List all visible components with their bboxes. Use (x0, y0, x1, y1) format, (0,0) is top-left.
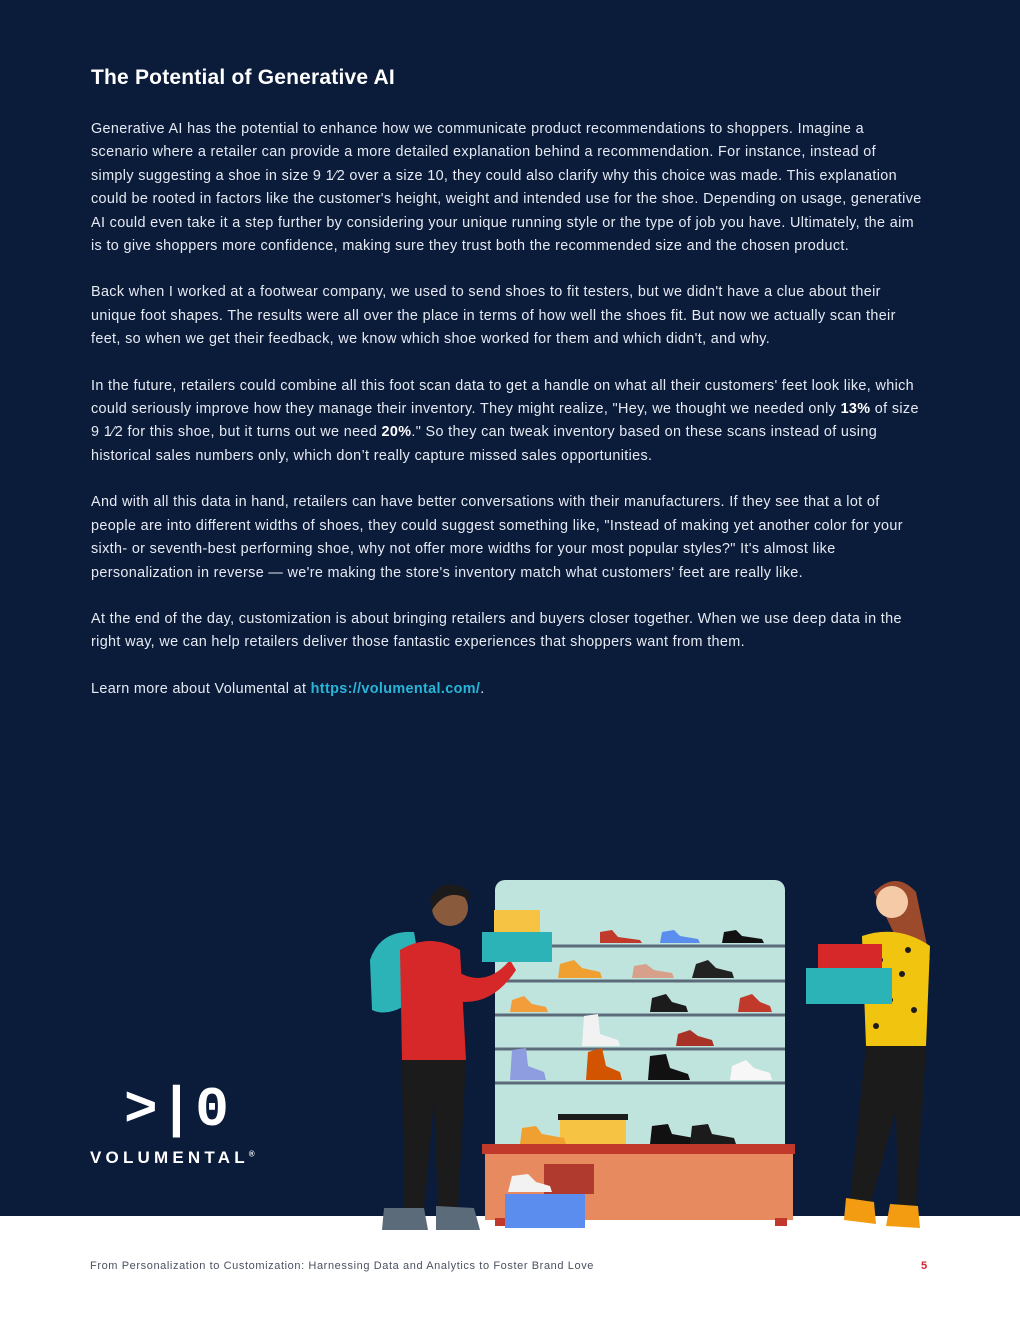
stat-13-percent: 13% (840, 401, 871, 418)
article-body (91, 118, 923, 724)
page-number: 5 (921, 1260, 928, 1272)
shoebox-blue (505, 1194, 585, 1228)
box-held-top (494, 910, 540, 932)
box-held-teal (806, 968, 892, 1004)
logo-mark: >|0 (124, 1078, 231, 1142)
stat-20-percent: 20% (381, 424, 412, 441)
box-held (482, 932, 552, 962)
shopper-right (806, 881, 930, 1228)
box-held-red (818, 944, 882, 968)
paragraph-manufacturers: And with all this data in hand, retailers can have better conversations with their manufacturers. If they see that a lot of people are into different widths of shoes, they could suggest something like, "Instead of making yet another color for your sixth- or seventh-best performing shoe, why not offer more widths for your most popular styles?" It's almost like personalization in reverse — we're making the store's inventory match what customers' feet are really like. (91, 494, 903, 581)
page-title: The Potential of Generative AI (91, 66, 395, 89)
volumental-logo (90, 1078, 280, 1172)
shoe-left (844, 1198, 876, 1224)
legs (402, 1060, 466, 1210)
shoebox-yellow-lid (558, 1114, 628, 1120)
logo-wordmark (90, 1148, 255, 1168)
shoe-right (436, 1206, 480, 1230)
learn-more-suffix: . (480, 680, 485, 697)
volumental-link[interactable]: https://volumental.com/ (310, 680, 481, 697)
shoe-right (886, 1204, 920, 1228)
paragraph-inventory-part-3: ." So they can tweak inventory based on these scans instead of using historical sales numbers only, which don’t really capture missed sales opportunities. (91, 424, 878, 464)
paragraph-generative-ai: Generative AI has the potential to enhance how we communicate product recommendations to shoppers. Imagine a scenario where a retailer can provide a more detailed explanation behind a recommendation. For instance, instead of simply suggesting a shoe in size 9 1⁄2 over a size 10, they could also clarify why this choice was made. This explanation could be rooted in factors like the customer's height, weight and intended use for the shoe. Depending on usage, generative AI could even take it a step further by considering your unique running style or the type of job you have. Ultimately, the aim is to give shoppers more confidence, making sure they trust both the recommended size and the chosen product. (91, 121, 922, 255)
legs (850, 1046, 926, 1206)
paragraph-inventory-part-2: of size 9 1⁄2 for this shoe, but it turns out we need (91, 401, 919, 441)
paragraph-learn-more (91, 678, 923, 701)
shoebox-red (544, 1164, 594, 1194)
paragraph-fit-testers: Back when I worked at a footwear company, we used to send shoes to fit testers, but we didn't have a clue about their unique foot shapes. The results were all over the place in terms of how well the shoes fit. But now we actually scan their feet, so when we get their feedback, we know which shoe worked for them and which didn't, and why. (91, 284, 896, 348)
paragraph-inventory (91, 375, 923, 469)
head (876, 886, 908, 918)
shoebox-yellow (560, 1118, 626, 1144)
counter-top (482, 1144, 795, 1154)
footer-document-title: From Personalization to Customization: Harnessing Data and Analytics to Foster Brand Love (90, 1260, 595, 1272)
paragraph-customization: At the end of the day, customization is about bringing retailers and buyers closer together. When we use deep data in the right way, we can help retailers deliver those fantastic experiences that shoppers want from them. (91, 610, 902, 651)
shoe-store-illustration (350, 870, 970, 1240)
learn-more-prefix: Learn more about Volumental at (91, 680, 311, 697)
logo-wordmark-text: VOLUMENTAL (90, 1148, 249, 1167)
counter-leg (775, 1218, 787, 1226)
paragraph-inventory-part-1: In the future, retailers could combine all this foot scan data to get a handle on what all their customers' feet look like, which could seriously improve how they manage their inventory. They might realize, "Hey, we thought we needed only (91, 377, 915, 418)
registered-mark: ® (248, 1149, 255, 1159)
shoe-left (382, 1208, 428, 1230)
